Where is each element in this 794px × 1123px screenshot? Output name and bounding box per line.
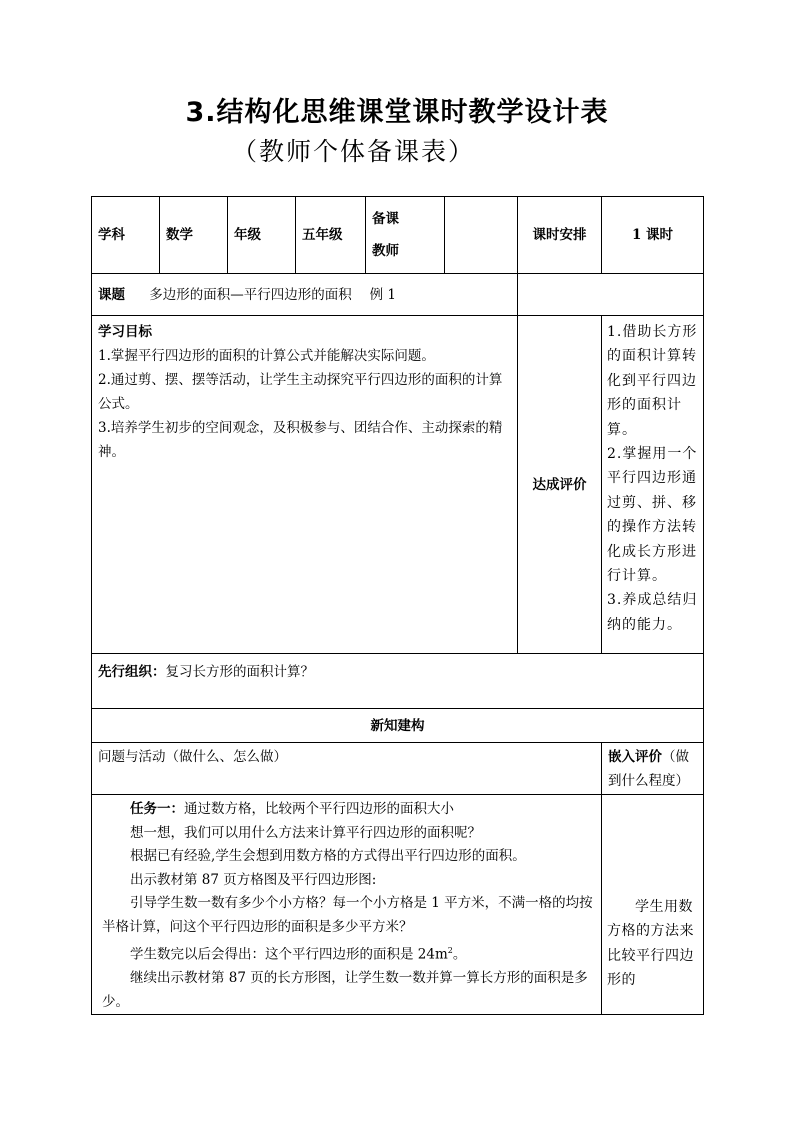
task1-line: 继续出示教材第 87 页的长方形图，让学生数一数并算一算长方形的面积是多少。 [102, 970, 588, 1010]
task1-eval: 学生用数方格的方法来比较平行四边形的 [602, 795, 704, 1015]
task1-end-punct: 。 [452, 946, 467, 963]
activity-header-left: 问题与活动（做什么、怎么做） [92, 743, 602, 795]
goal-item: 2.通过剪、摆、摆等活动，让学生主动探究平行四边形的面积的计算公式。 [98, 372, 503, 412]
task1-line: 出示教材第 87 页方格图及平行四边形图: [130, 871, 377, 888]
teacher-value [445, 197, 518, 274]
prior-org-label: 先行组织： [98, 664, 166, 680]
lesson-plan-table [91, 196, 704, 1015]
assessment-label: 达成评价 [518, 316, 602, 654]
assessment-item: 1.借助长方形的面积计算转化到平行四边形的面积计算。 [607, 324, 698, 438]
header-row [92, 197, 704, 274]
topic-row [92, 274, 704, 316]
task1-label: 任务一： [130, 801, 184, 817]
section-heading-row [92, 709, 704, 743]
task1-line: 根据已有经验,学生会想到用数方格的方式得出平行四边形的面积。 [130, 848, 526, 864]
task1-cell [92, 795, 602, 1015]
topic-label: 课题 [98, 286, 125, 303]
task1-area-text: 学生数完以后会得出：这个平行四边形的面积是 24m [130, 946, 448, 963]
activity-header-row [92, 743, 704, 795]
embedded-eval-note: （做到什么程度） [608, 749, 689, 789]
schedule-value: 1 课时 [602, 197, 704, 274]
goal-item: 3.培养学生初步的空间观念，及积极参与、团结合作、主动探索的精神。 [98, 420, 503, 460]
prior-org-row [92, 654, 704, 709]
task1-line: 想一想，我们可以用什么方法来计算平行四边形的面积呢？ [130, 824, 481, 841]
schedule-label: 课时安排 [518, 197, 602, 274]
assessment-item: 3.养成总结归纳的能力。 [607, 592, 698, 633]
grade-label: 年级 [228, 197, 296, 274]
topic-value: 多边形的面积—平行四边形的面积 例 1 [149, 286, 396, 303]
goals-cell [92, 316, 518, 654]
prior-org-text: 复习长方形的面积计算？ [165, 664, 314, 680]
teacher-label-line1: 备课 [372, 211, 399, 227]
topic-cell [92, 274, 518, 316]
square-unit: 2 [447, 946, 453, 955]
section-heading: 新知建构 [92, 709, 704, 743]
grade-value: 五年级 [296, 197, 366, 274]
goals-row [92, 316, 704, 654]
subject-value: 数学 [160, 197, 228, 274]
activity-header-right [602, 743, 704, 795]
task1-title: 通过数方格，比较两个平行四边形的面积大小 [184, 801, 454, 817]
teacher-label-line2: 教师 [372, 243, 399, 259]
assessment-cell [602, 316, 704, 654]
page-subtitle: （教师个体备课表） [232, 137, 476, 166]
page-title: 3.结构化思维课堂课时教学设计表 [185, 97, 609, 128]
goal-item: 1.掌握平行四边形的面积的计算公式并能解决实际问题。 [98, 348, 435, 364]
teacher-label [366, 197, 445, 274]
embedded-eval-label: 嵌入评价 [608, 749, 662, 765]
goals-heading: 学习目标 [98, 324, 152, 340]
task-row [92, 795, 704, 1015]
task1-line [102, 939, 595, 967]
assessment-item: 2.掌握用一个平行四边形通过剪、拼、移的操作方法转化成长方形进行计算。 [607, 446, 698, 585]
task1-line: 引导学生数一数有多少个小方格？每一个小方格是 1 平方米，不满一格的均按半格计算，问这个平行四边形的面积是多少平方米？ [102, 895, 593, 935]
prior-org-cell [92, 654, 704, 709]
subject-label: 学科 [92, 197, 160, 274]
topic-empty-cell [518, 274, 704, 316]
